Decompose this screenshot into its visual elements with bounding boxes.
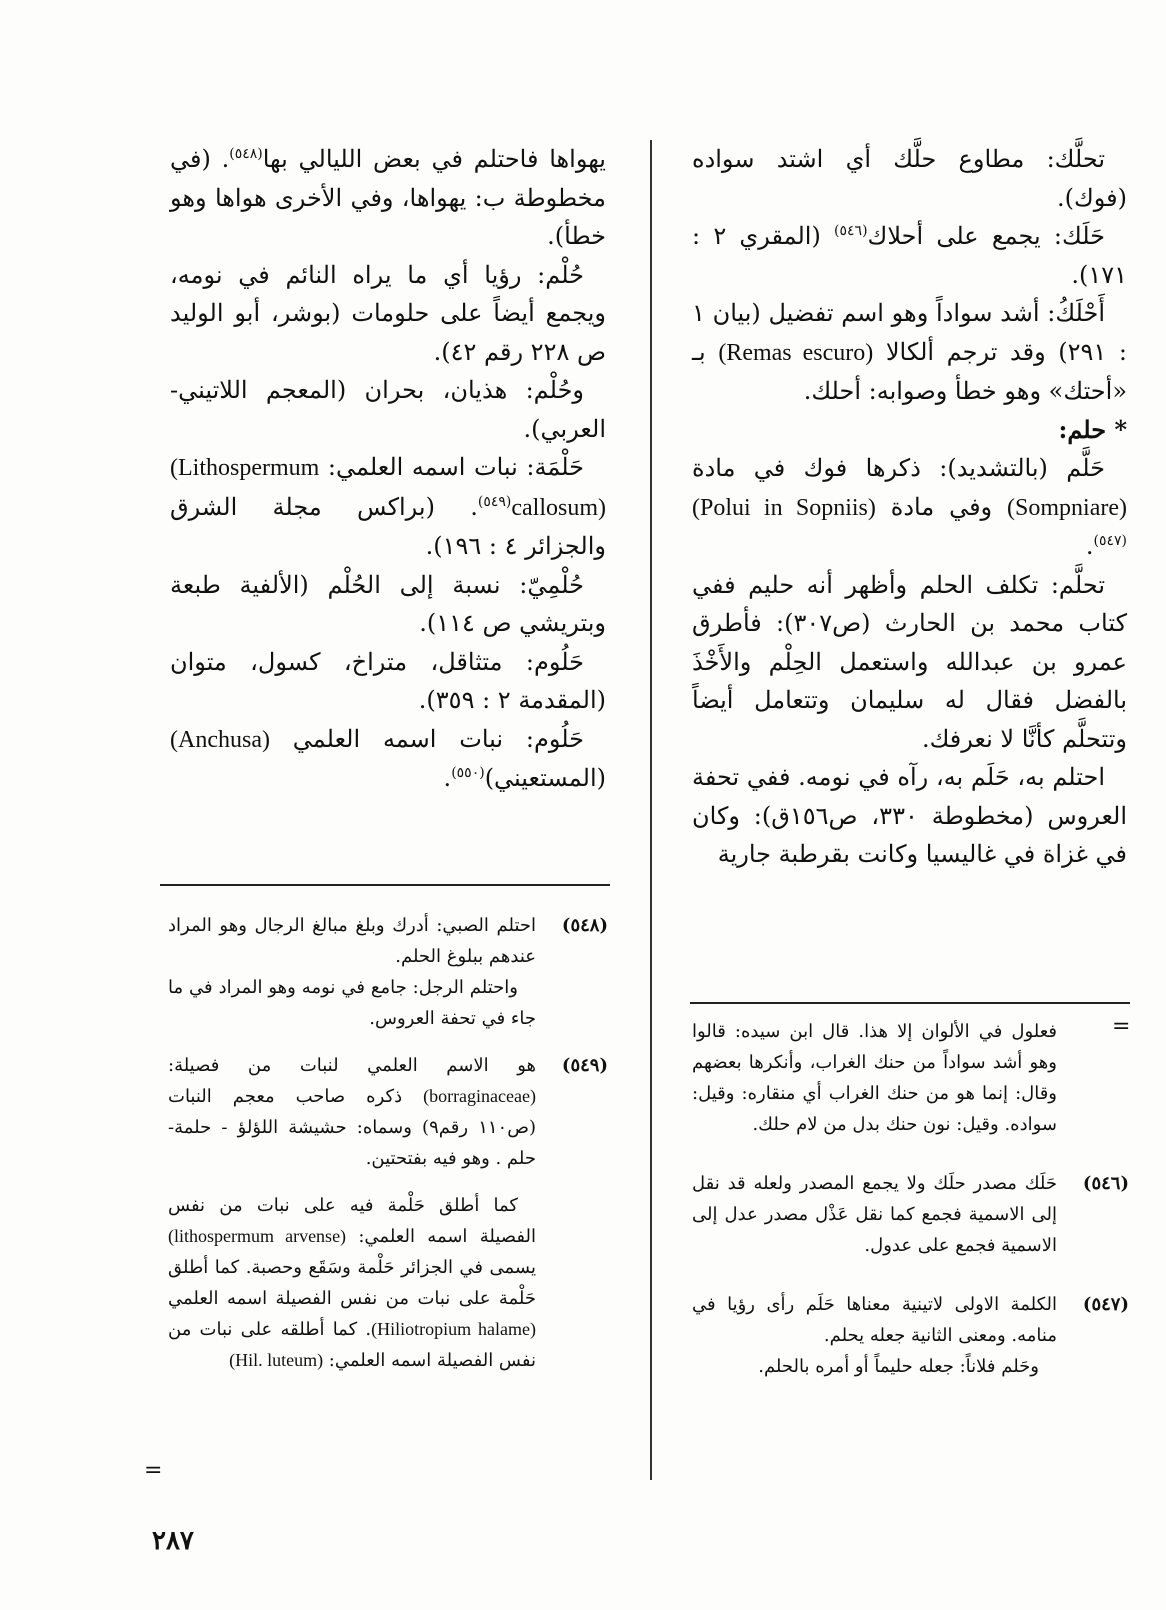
footnote-text: احتلم الصبي: أدرك وبلغ مبالغ الرجال وهو المراد عندهم ببلوغ الحلم. bbox=[168, 915, 536, 967]
page-number: ٢٨٧ bbox=[152, 1526, 194, 1556]
footnote-number: (٥٤٩) bbox=[561, 1055, 608, 1076]
continuation-mark: = bbox=[144, 1458, 163, 1483]
continuation-mark: = bbox=[1112, 1014, 1131, 1039]
footnote-545-continued bbox=[692, 1016, 1129, 1140]
entry-hulm: حُلْم: رؤيا أي ما يراه النائم في نومه، ويجمع أيضاً على حلومات (بوشر، أبو الوليد ص ٢٢٨ رقم ٤٢). bbox=[170, 260, 606, 366]
footnote-ref-550[interactable]: (٥٥٠) bbox=[451, 765, 485, 781]
entry-halum-plant: حَلُوم: نبات اسمه العلمي (Anchusa) (المستعيني)$^{(٥٥٠)}$. bbox=[170, 724, 606, 792]
footnote-number: (٥٤٨) bbox=[561, 915, 608, 936]
footnote-separator-left bbox=[160, 884, 610, 886]
column-divider bbox=[650, 140, 652, 1480]
footnote-text: واحتلم الرجل: جامع في نومه وهو المراد في ما جاء في تحفة العروس. bbox=[168, 977, 536, 1029]
entry-hallam: حَلَّم (بالتشديد): ذكرها فوك في مادة (Sompniare) وفي مادة (Polui in Sopniis)$^{(٥٤٧)}$. bbox=[692, 454, 1127, 560]
footnote-548 bbox=[168, 910, 608, 1034]
footnotes-right bbox=[692, 1016, 1129, 1398]
footnote-549-continued bbox=[168, 1190, 608, 1376]
right-text-column bbox=[692, 140, 1127, 874]
footnote-separator-right bbox=[690, 1002, 1130, 1004]
entry-tahallam: تحلَّم: تكلف الحلم وأظهر أنه حليم ففي كتاب محمد بن الحارث (ص٣٠٧): فأطرق عمرو بن عبدالله واستعمل الحِلْم والأَخْذَ بالفضل فقال له سليمان وتتعامل أيضاً وتتحلَّم كأنَّا لا نعرفك. bbox=[692, 570, 1127, 753]
footnote-549 bbox=[168, 1050, 608, 1174]
footnote-text: كما أطلق حَلْمة فيه على نبات من نفس الفصيلة اسمه العلمي: (lithospermum arvense) يسمى في الجزائر حَلْمة وسَقَع وحصبة. كما أطلق حَلْمة على نبات من نفس الفصيلة اسمه العلمي (Hiliotropium halame). كما أطلقه على نبات من نفس الفصيلة اسمه العلمي: (Hil. luteum) bbox=[168, 1195, 536, 1371]
footnote-546 bbox=[692, 1168, 1129, 1261]
entry-ihtalama: احتلم به، حَلَم به، رآه في نومه. ففي تحفة العروس (مخطوطة ٣٣٠، ص١٥٦ق): وكان في غزاة في غاليسيا وكانت بقرطبة جارية bbox=[692, 763, 1127, 868]
entry-halma: حَلْمَة: نبات اسمه العلمي: (Lithospermum callosum)$^{(٥٤٩)}$. (براكس مجلة الشرق والجزائر ٤ : ١٩٦). bbox=[170, 453, 606, 560]
footnote-number: (٥٤٦) bbox=[1082, 1173, 1129, 1194]
entry-halak: حَلَك: يجمع على أحلاك$^{(٥٤٦)}$ (المقري ٢ : ١٧١). bbox=[692, 222, 1127, 289]
footnote-text: فعلول في الألوان إلا هذا. قال ابن سيده: قالوا وهو أشد سواداً من حنك الغراب، وأنكرها بعضهم وقال: إنما هو من حنك الغراب أي منقاره: وقيل: سواده. وقيل: نون حنك بدل من لام حلك. bbox=[692, 1021, 1057, 1135]
footnote-text: وحَلم فلاناً: جعله حليماً أو أمره بالحلم. bbox=[758, 1356, 1039, 1377]
footnotes-left bbox=[168, 910, 608, 1392]
footnote-ref-548[interactable]: (٥٤٨) bbox=[229, 146, 263, 162]
left-text-column bbox=[170, 140, 606, 798]
entry-ahlak: أَحْلَكُ: أشد سواداً وهو اسم تفضيل (بيان ١ : ٢٩١) وقد ترجم ألكالا (Remas escuro) بـ «أحتك» وهو خطأ وصوابه: أحلك. bbox=[692, 299, 1127, 405]
footnote-number: (٥٤٧) bbox=[1082, 1294, 1129, 1315]
entry-hulm-delirium: وحُلْم: هذيان، بحران (المعجم اللاتيني-العربي). bbox=[170, 376, 606, 443]
footnote-text: الكلمة الاولى لاتينية معناها حَلَم رأى رؤيا في منامه. ومعنى الثانية جعله يحلم. bbox=[692, 1294, 1057, 1346]
footnote-547 bbox=[692, 1289, 1129, 1382]
footnote-ref-547[interactable]: (٥٤٧) bbox=[1093, 533, 1127, 549]
footnote-text: حَلَك مصدر حلَك ولا يجمع المصدر ولعله قد نقل إلى الاسمية فجمع كما نقل عَذْل مصدر عدل إلى الاسمية فجمع على عدول. bbox=[692, 1173, 1057, 1256]
entry-hulmi: حُلْمِيّ: نسبة إلى الحُلْم (الألفية طبعة وبتريشي ص ١١٤). bbox=[170, 570, 606, 637]
footnote-ref-549[interactable]: (٥٤٩) bbox=[477, 493, 512, 510]
entry-continuation: يهواها فاحتلم في بعض الليالي بها$^{(٥٤٨)}$. (في مخطوطة ب: يهواها، وفي الأخرى هواها وهو خطأ). bbox=[170, 145, 606, 250]
footnote-text: هو الاسم العلمي لنبات من فصيلة: (borraginaceae) ذكره صاحب معجم النبات (ص١١٠ رقم٩) وسماه: حشيشة اللؤلؤ - حلمة-حلم . وهو فيه بفتحتين. bbox=[168, 1055, 537, 1169]
footnote-ref-546[interactable]: (٥٤٦) bbox=[834, 223, 868, 239]
entry-halum-sluggish: حَلُوم: متثاقل، متراخ، كسول، متوان (المقدمة ٢ : ٣٥٩). bbox=[170, 647, 606, 714]
entry-tahallak: تحلَّك: مطاوع حلَّك أي اشتد سواده (فوك). bbox=[692, 145, 1127, 212]
root-heading-hlm: * حلم: bbox=[1058, 414, 1127, 444]
